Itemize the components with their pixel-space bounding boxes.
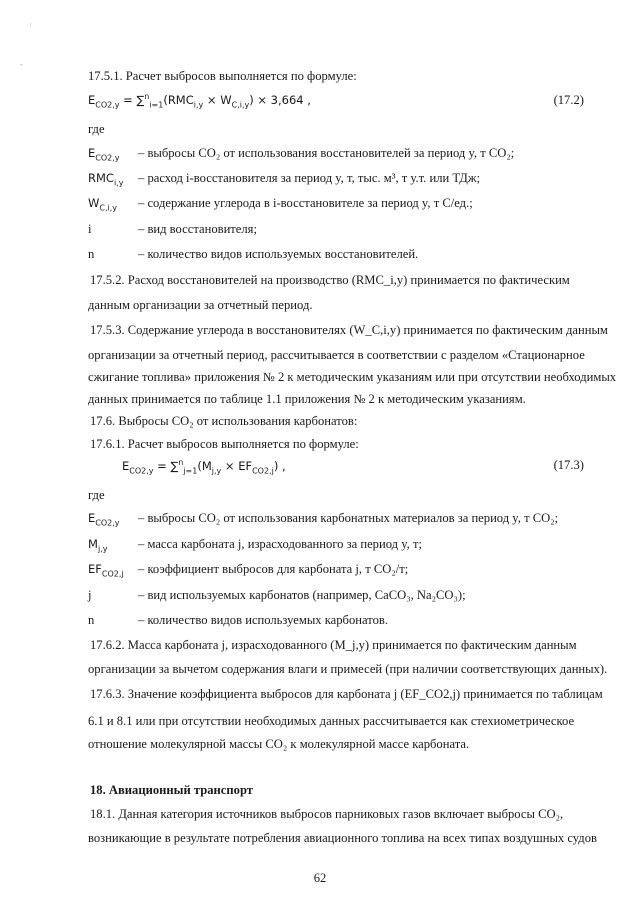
paragraph-17-6: 17.6. Выбросы CO₂ от использования карбонатов: — [90, 414, 358, 428]
formula-subscript: C,i,y — [231, 100, 250, 110]
formula-subscript: j,y — [211, 466, 222, 476]
symbol-sub: CO2,y — [95, 518, 120, 528]
symbol-main: W — [88, 196, 100, 210]
def-symbol — [88, 246, 94, 262]
formula-term: × EF — [221, 459, 253, 473]
symbol-main: E — [88, 146, 96, 160]
paragraph-17-5-3-line: 17.5.3. Содержание углерода в восстановителях (W_C,i,y) принимается по фактическим данным — [90, 323, 608, 337]
paragraph-17-5-2-line: 17.5.2. Расход восстановителей на производство (RMC_i,y) принимается по фактическим — [90, 273, 570, 287]
def-description: – содержание углерода в i-восстановителе за период y, т С/ед.; — [138, 196, 473, 210]
paragraph-17-6-3-line: 17.6.3. Значение коэффициента выбросов для карбоната j (EF_CO2,j) принимается по таблицам — [90, 687, 603, 701]
symbol-main: RMC — [88, 171, 114, 185]
formula-subscript: CO2,j — [252, 466, 274, 476]
def-symbol — [88, 510, 120, 526]
formula-term: × W — [203, 93, 232, 107]
symbol-main: j — [88, 588, 92, 602]
symbol-sub: CO2,y — [95, 153, 120, 163]
paragraph-17-6-3-line: 6.1 и 8.1 или при отсутствии необходимых данных рассчитывается как стехиометрическое — [88, 714, 575, 728]
symbol-main: i — [88, 222, 92, 236]
where-label: где — [88, 122, 105, 136]
def-description: – коэффициент выбросов для карбоната j, т CO₂/т; — [138, 562, 409, 576]
paragraph-17-6-3-line: отношение молекулярной массы CO₂ к молекулярной массе карбоната. — [88, 737, 470, 751]
formula-sum-lower: j=1 — [183, 466, 198, 476]
scan-mark: ' — [30, 22, 32, 31]
formula-subscript: CO2,y — [95, 100, 120, 110]
scan-mark: - — [20, 60, 23, 69]
formula-term: (M — [197, 459, 212, 473]
formula-symbol: E — [88, 93, 96, 107]
paragraph-18-1-line: 18.1. Данная категория источников выбросов парниковых газов включает выбросы CO₂, — [90, 807, 564, 821]
symbol-main: n — [88, 613, 95, 627]
section-heading-18: 18. Авиационный транспорт — [90, 783, 253, 797]
symbol-sub: C,i,y — [99, 203, 118, 213]
formula-sum-lower: i=1 — [149, 100, 164, 110]
def-symbol — [88, 145, 120, 161]
paragraph-17-6-2-line: 17.6.2. Масса карбоната j, израсходованного (M_j,y) принимается по фактическим данным — [90, 638, 577, 652]
symbol-main: n — [88, 247, 95, 261]
formula-term: ) , — [273, 459, 286, 473]
paragraph-17-5-2-line: данным организации за отчетный период. — [88, 298, 313, 312]
def-symbol — [88, 170, 123, 186]
formula-symbol: E — [122, 459, 130, 473]
def-description: – количество видов используемых восстановителей. — [138, 247, 419, 261]
where-label: где — [88, 488, 105, 502]
paragraph-18-1-line: возникающие в результате потребления авиационного топлива на всех типах воздушных судов — [88, 831, 597, 845]
def-description: – выбросы CO₂ от использования карбонатных материалов за период y, т CO₂; — [138, 511, 559, 525]
paragraph-17-5-3-line: сжигание топлива» приложения № 2 к методическим указаниям или при отсутствии необходимых — [88, 370, 617, 384]
formula-number-17-3: (17.3) — [553, 458, 584, 472]
formula-term: (RMC — [163, 93, 194, 107]
paragraph-17-5-1: 17.5.1. Расчет выбросов выполняется по формуле: — [88, 69, 357, 83]
paragraph-17-5-3-line: данных принимается по таблице 1.1 приложения № 2 к методическим указаниям. — [88, 392, 526, 406]
symbol-main: EF — [88, 562, 102, 576]
symbol-sub: CO2,j — [101, 569, 124, 579]
def-description: – количество видов используемых карбонатов. — [138, 613, 388, 627]
formula-subscript: i,y — [193, 100, 204, 110]
def-description: – вид используемых карбонатов (например, CaCO₃, Na₂CO₃); — [138, 588, 466, 602]
def-description: – выбросы CO₂ от использования восстановителей за период y, т CO₂; — [138, 146, 515, 160]
def-symbol — [88, 561, 124, 577]
def-description: – масса карбоната j, израсходованного за период y, т; — [138, 537, 422, 551]
formula-number-17-2: (17.2) — [553, 93, 584, 107]
def-description: – расход i-восстановителя за период y, т, тыс. м³, т у.т. или ТДж; — [138, 171, 481, 185]
def-symbol — [88, 195, 117, 211]
def-symbol — [88, 221, 92, 237]
def-symbol — [88, 612, 94, 628]
def-symbol — [88, 536, 107, 552]
def-symbol — [88, 587, 92, 603]
def-description: – вид восстановителя; — [138, 222, 257, 236]
paragraph-17-6-2-line: организации за вычетом содержания влаги и примесей (при наличии соответствующих данных). — [88, 662, 608, 676]
symbol-sub: j,y — [97, 544, 108, 554]
formula-sum-upper: n — [178, 458, 184, 468]
symbol-main: M — [88, 537, 98, 551]
symbol-main: E — [88, 511, 96, 525]
paragraph-17-5-3-line: организации за отчетный период, рассчитывается в соответствии с разделом «Стационарное — [88, 348, 585, 362]
formula-term: ) × 3,664 , — [249, 93, 311, 107]
symbol-sub: i,y — [113, 178, 124, 188]
formula-sum: = ∑ — [119, 93, 145, 107]
formula-sum-upper: n — [144, 92, 150, 102]
formula-subscript: CO2,y — [129, 466, 154, 476]
paragraph-17-6-1: 17.6.1. Расчет выбросов выполняется по формуле: — [90, 437, 359, 451]
formula-sum: = ∑ — [153, 459, 179, 473]
page-number: 62 — [313, 871, 327, 885]
